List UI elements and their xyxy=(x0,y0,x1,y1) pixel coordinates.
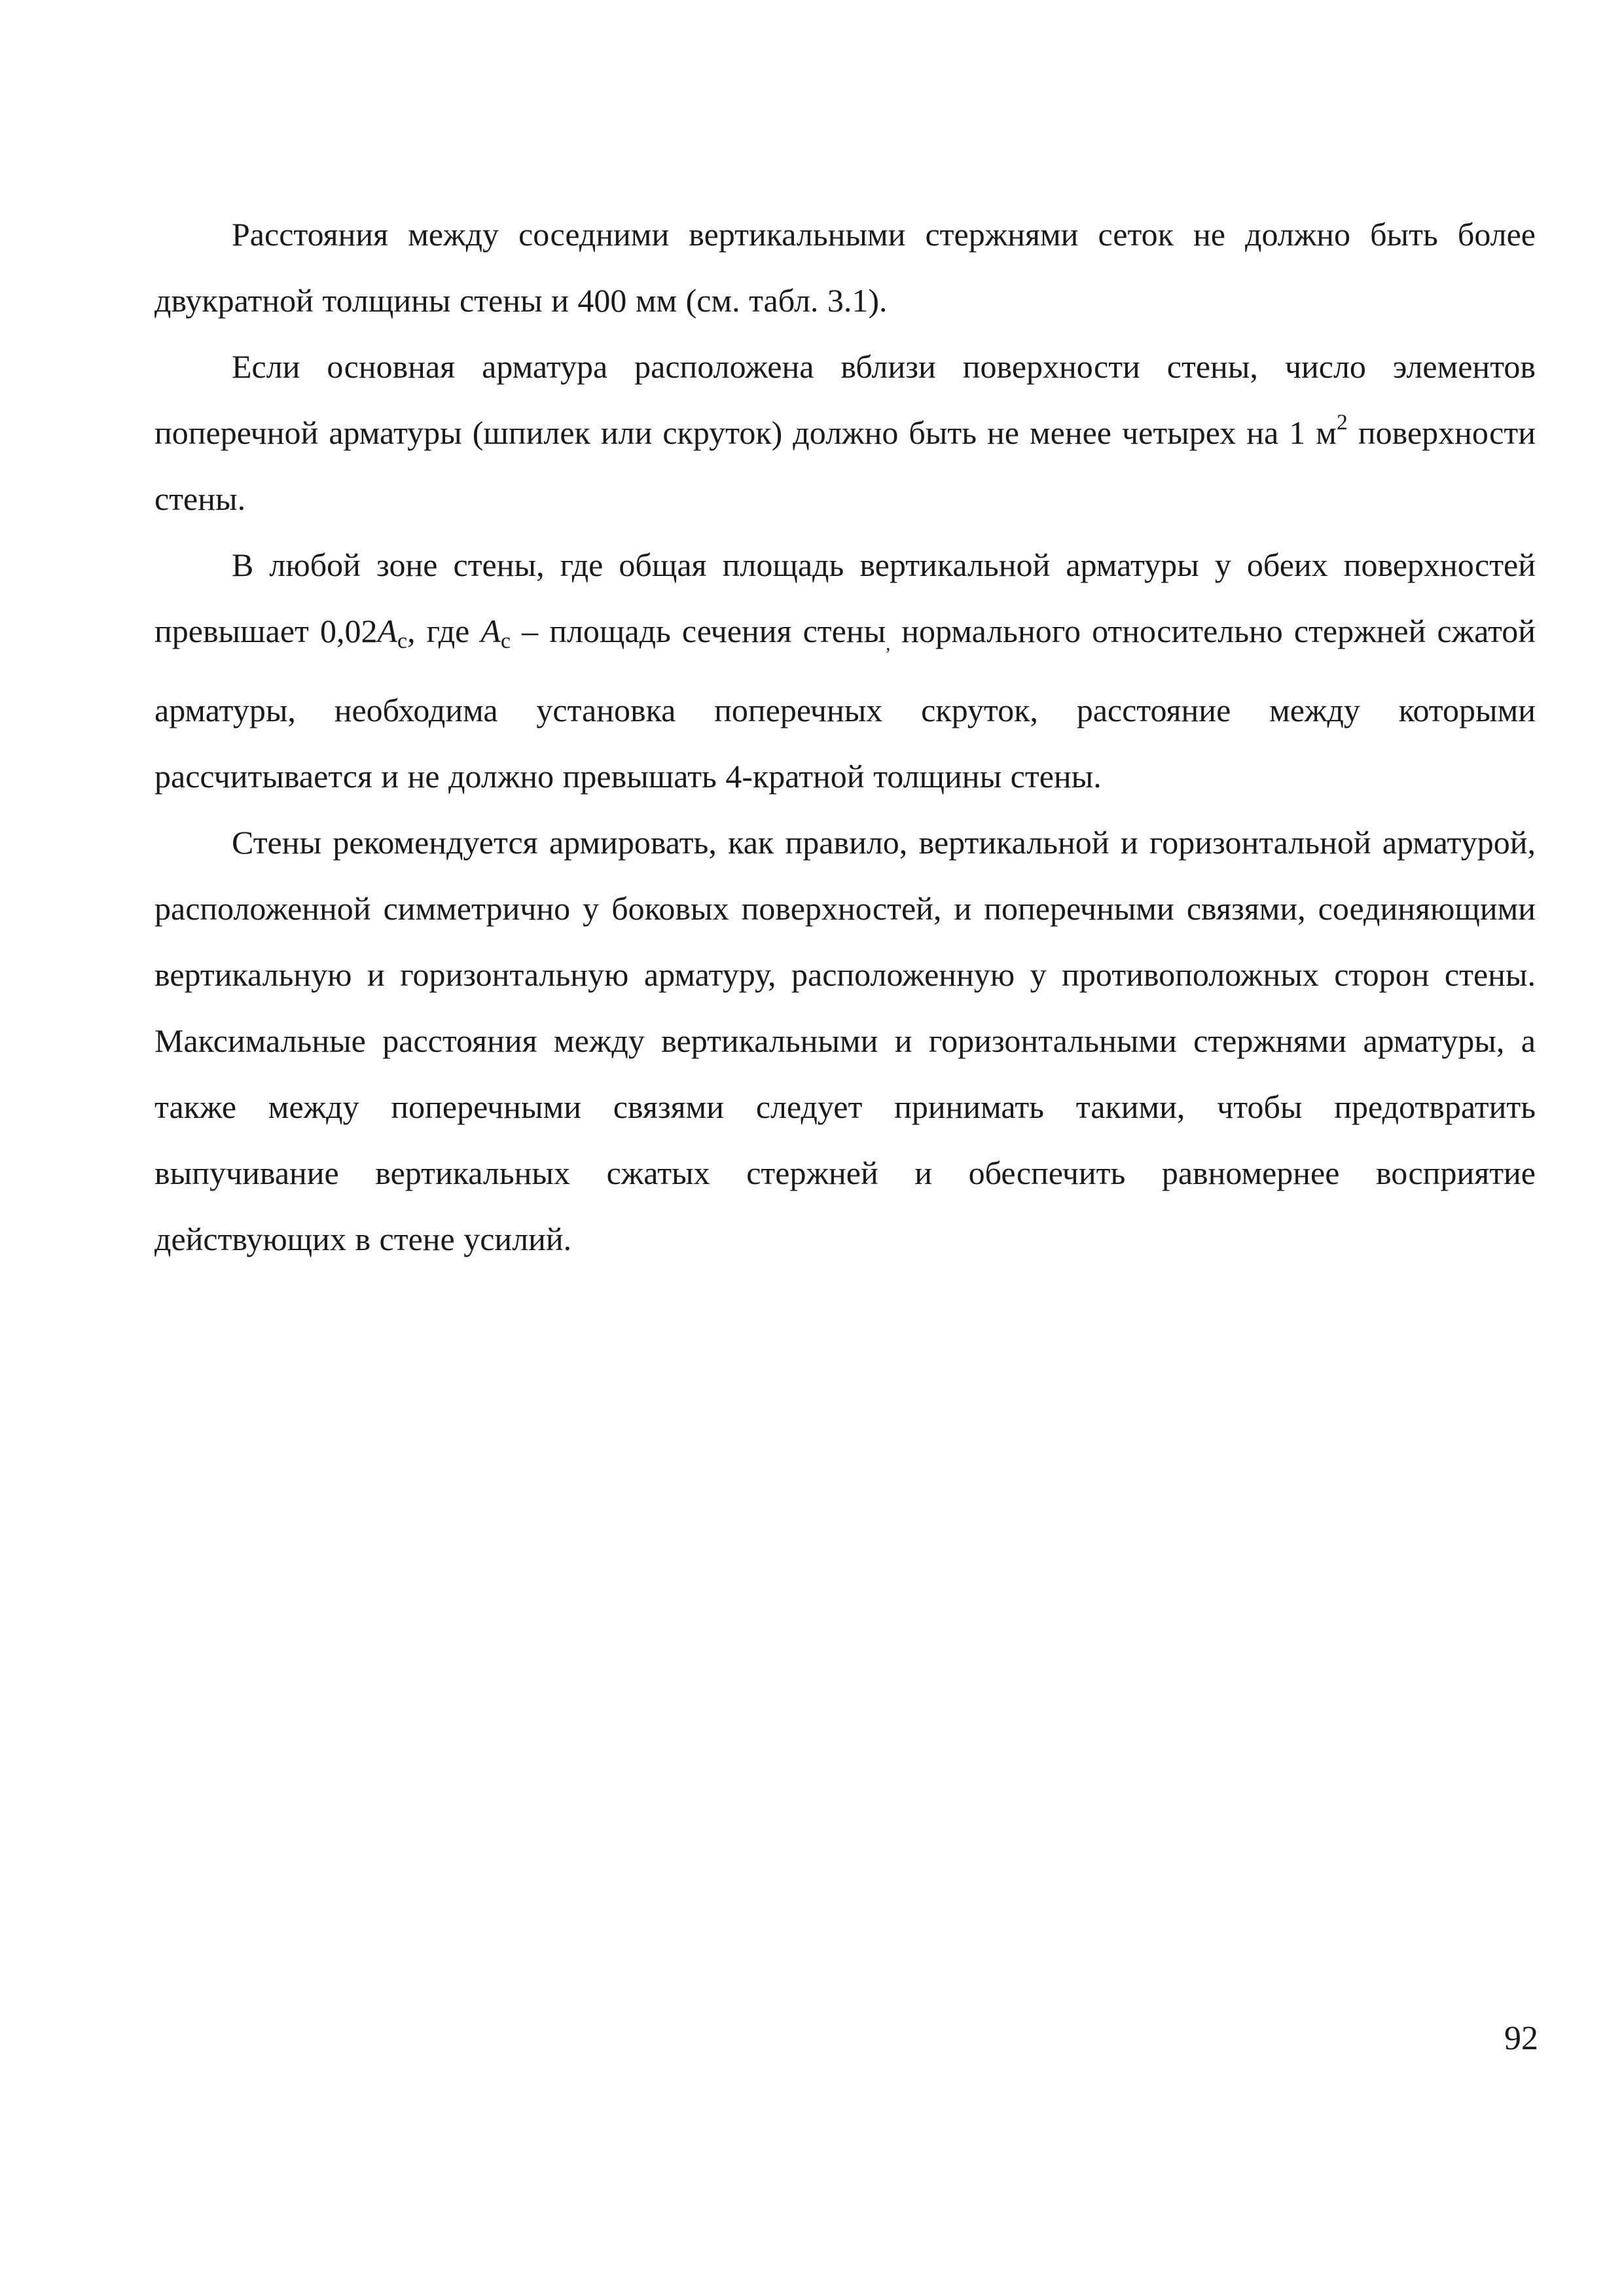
paragraph-text: , где xyxy=(407,613,481,649)
paragraph-text: – площадь сечения стены xyxy=(511,613,886,649)
subscript: c xyxy=(500,629,511,653)
paragraph-text: поверхности стены. xyxy=(154,414,1536,517)
stray-comma: , xyxy=(886,634,891,655)
paragraph-cross-ties xyxy=(154,532,1536,810)
variable-symbol: A xyxy=(480,613,501,649)
variable-symbol: A xyxy=(377,613,398,649)
paragraph-text: нормального относительно стержней сжатой арматуры, необходима установка поперечных скруток, расстояние между которыми рассчитывается и не должно превышать 4-кратной толщины стены. xyxy=(154,613,1536,795)
paragraph-transverse-reinforcement xyxy=(154,334,1536,532)
paragraph-text: Стены рекомендуется армировать, как правило, вертикальной и горизонтальной арматурой, расположенной симметрично у боковых поверхностей, и поперечными связями, соединяющими вертикальную и горизонтальную арматуру, расположенную у противоположных сторон стены. Максимальные расстояния между вертикальными и горизонтальными стержнями арматуры, а также между поперечными связями следует принимать такими, чтобы предотвратить выпучивание вертикальных сжатых стержней и обеспечить равномернее восприятие действующих в стене усилий. xyxy=(154,824,1536,1257)
paragraph-text: Расстояния между соседними вертикальными стержнями сеток не должно быть более двукратной толщины стены и 400 мм (см. табл. 3.1). xyxy=(154,216,1536,319)
page-number: 92 xyxy=(1504,2020,1538,2057)
paragraph-text: Если основная арматура расположена вблизи поверхности стены, число элементов поперечной арматуры (шпилек или скруток) должно быть не менее четырех на 1 м xyxy=(154,348,1536,451)
subscript: c xyxy=(397,629,408,653)
body-text xyxy=(154,202,1536,1272)
superscript: 2 xyxy=(1336,410,1348,435)
paragraph-text: В любой зоне стены, где общая площадь вертикальной арматуры у обеих поверхностей превышает 0,02 xyxy=(154,547,1536,649)
paragraph-wall-reinforcing xyxy=(154,810,1536,1272)
paragraph-wall-mesh-spacing xyxy=(154,202,1536,334)
